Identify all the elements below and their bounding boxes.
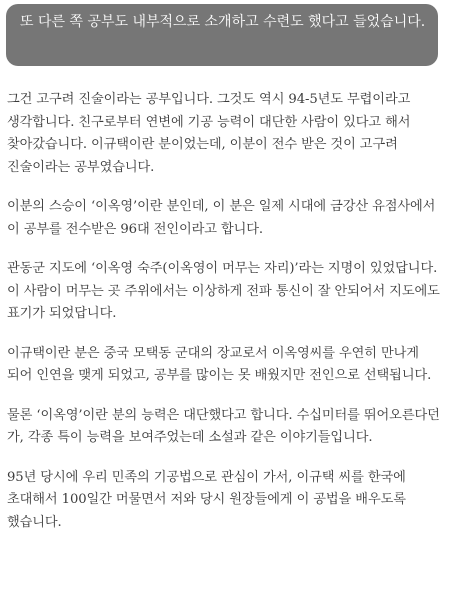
answer-paragraph: 이분의 스승이 ‘이옥영’이란 분인데, 이 분은 일제 시대에 금강산 유점사에서 이 공부를 전수받은 96대 전인이라고 합니다. <box>7 199 436 237</box>
answer-paragraph: 95년 당시에 우리 민족의 기공법으로 관심이 가서, 이규택 씨를 한국에 초대해서 100일간 머물면서 저와 당시 원장들에게 이 공법을 배우도록 했습니다. <box>7 469 406 530</box>
answer-paragraph: 물론 ‘이옥영’이란 분의 능력은 대단했다고 합니다. 수십미터를 뛰어오른다던 가, 각종 특이 능력을 보여주었는데 소설과 같은 이야기들입니다. <box>7 407 440 445</box>
answer-paragraph: 관동군 지도에 ‘이옥영 숙주(이옥영이 머무는 자리)’라는 지명이 있었답니다. 이 사람이 머무는 곳 주위에서는 이상하게 전파 통신이 잘 안되어서 지도에도 표기가 되었답니다. <box>7 261 440 321</box>
question-bubble <box>6 4 438 66</box>
answer-body <box>7 89 441 551</box>
answer-paragraph: 그건 고구려 진술이라는 공부입니다. 그것도 역시 94-5년도 무렵이라고 생각합니다. 친구로부터 연변에 기공 능력이 대단한 사람이 있다고 해서 찾아갔습니다. 이규택이란 분이었는데, 이분이 전수 받은 것이 고구려 진술이라는 공부였습니다. <box>7 92 411 175</box>
answer-paragraph: 이규택이란 분은 중국 모택동 군대의 장교로서 이옥영씨를 우연히 만나게 되어 인연을 맺게 되었고, 공부를 많이는 못 배웠지만 전인으로 선택됩니다. <box>7 345 432 383</box>
question-text: 또 다른 쪽 공부도 내부적으로 소개하고 수련도 했다고 들었습니다. <box>20 14 426 30</box>
